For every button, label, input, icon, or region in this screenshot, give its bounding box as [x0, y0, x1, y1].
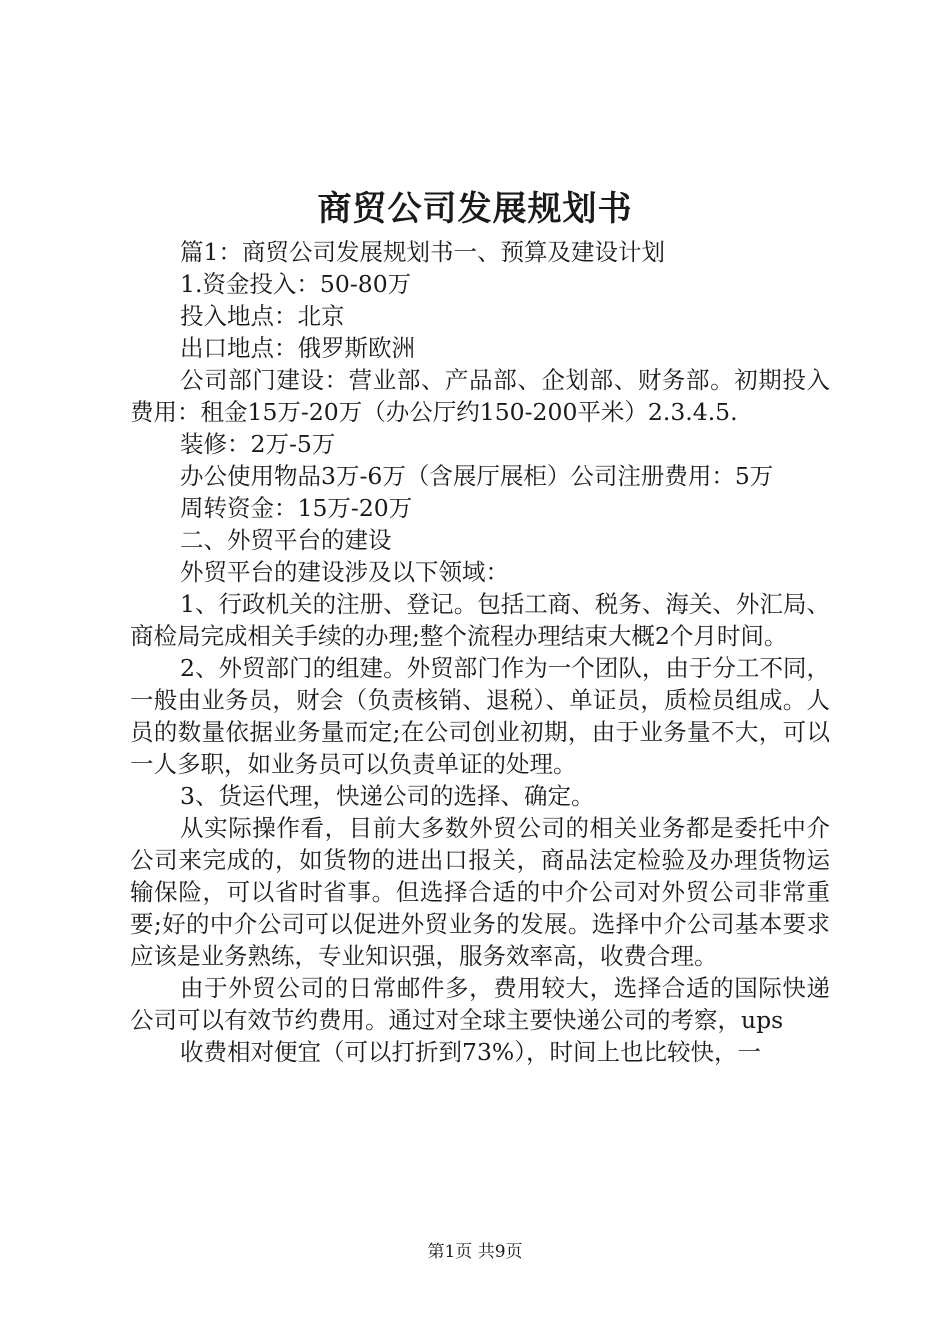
- document-title: 商贸公司发展规划书: [317, 189, 633, 229]
- paragraph: 从实际操作看，目前大多数外贸公司的相关业务都是委托中介公司来完成的，如货物的进出口报关，商品法定检验及办理货物运输保险，可以省时省事。但选择合适的中介公司对外贸公司非常重要;好的中介公司可以促进外贸业务的发展。选择中介公司基本要求应该是业务熟练，专业知识强，服务效率高，收费合理。: [130, 814, 830, 970]
- paragraph: 1、行政机关的注册、登记。包括工商、税务、海关、外汇局、商检局完成相关手续的办理;整个流程办理结束大概2个月时间。: [130, 590, 830, 650]
- paragraph: 装修：2万-5万: [180, 430, 336, 458]
- paragraph: 收费相对便宜（可以打折到73%），时间上也比较快，一: [180, 1038, 761, 1066]
- paragraph: 出口地点：俄罗斯欧洲: [180, 334, 415, 362]
- paragraph: 外贸平台的建设涉及以下领域：: [180, 558, 509, 586]
- paragraph: 由于外贸公司的日常邮件多，费用较大，选择合适的国际快递公司可以有效节约费用。通过对全球主要快递公司的考察，ups: [130, 974, 830, 1034]
- paragraph: 周转资金：15万-20万: [180, 494, 413, 522]
- document-body: [130, 236, 830, 1068]
- paragraph: 3、货运代理，快递公司的选择、确定。: [180, 782, 595, 810]
- paragraph: 篇1：商贸公司发展规划书一、预算及建设计划: [180, 238, 665, 266]
- paragraph: 办公使用物品3万-6万（含展厅展柜）公司注册费用：5万: [180, 462, 774, 490]
- paragraph: 公司部门建设：营业部、产品部、企划部、财务部。初期投入费用：租金15万-20万（办公厅约150-200平米）2.3.4.5.: [130, 366, 830, 426]
- page-number-footer: 第1页 共9页: [427, 1242, 523, 1262]
- paragraph: 投入地点：北京: [180, 302, 345, 330]
- paragraph: 二、外贸平台的建设: [180, 526, 392, 554]
- paragraph: 2、外贸部门的组建。外贸部门作为一个团队，由于分工不同，一般由业务员，财会（负责核销、退税）、单证员，质检员组成。人员的数量依据业务量而定;在公司创业初期，由于业务量不大，可以一人多职，如业务员可以负责单证的处理。: [130, 654, 830, 778]
- paragraph: 1.资金投入：50-80万: [180, 270, 412, 298]
